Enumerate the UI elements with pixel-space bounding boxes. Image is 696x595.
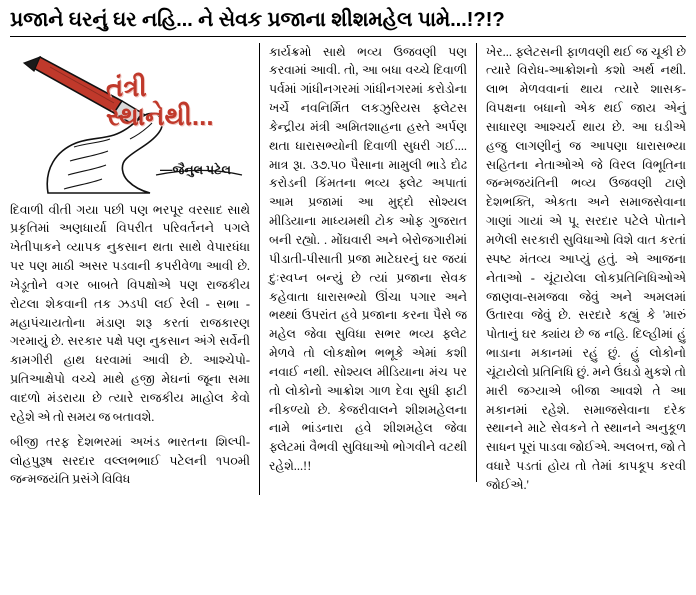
paragraph: બીજી તરફ દેશભરમાં અખંડ ભારતના શિલ્પી-લોહપુરૂષ સરદાર વલ્લભભાઈ પટેલની ૧૫૦મી જન્મજયંતિ પ્રસંગે વિવિધ — [10, 434, 250, 487]
paragraph: કાર્યક્રમો સાથે ભવ્ય ઉજવણી પણ કરવામાં આવી. તો, આ બધા વચ્ચે દિવાળી પર્વમાં ગાંધીનગરમાં ગાંધીનગરમાં કરોડોના ખર્ચે નવનિર્મિત લકઝુરિયસ ફ્લેટસ કેન્દ્રીય મંત્રી અમિતશાહના હસ્તે અર્પણ થતા ધારાસભ્યોની દિવાળી સુધરી ગઈ.... માત્ર રૂા. ૩૭.૫૦ પૈસાના મામુલી ભાડે દોઢ કરોડની કિંમતના ભવ્ય ફ્લેટ અપાતાં આમ પ્રજામાં આ મુદ્દો સોશ્યલ મીડિયાના માધ્યમથી ટોક ઓફ ગુજરાત બની રહ્યો. . મોંઘવારી અને બેરોજગારીમાં પીડાતી-પીસાતી પ્રજા માટેઘરનું ઘર જયાં દુઃસ્વપ્ન બન્યું છે ત્યાં પ્રજાના સેવક કહેવાતા ધારાસભ્યો ઊંચા પગાર અને ભથ્થાં ઉપરાંત હવે પ્રજાના કરના પૈસે જ મહેલ જેવા સુવિધા સભર ભવ્ય ફ્લેટ મેળવે તો લોકક્ષોભ ભભૂકે એમાં કશી નવાઈ નથી. સોશ્યલ મીડિયાના મંચ પર તો લોકોનો આક્રોશ ગાળ દેવા સુધી ફાટી નીકળ્યો છે. કેજરીવાલને શીશમહેલના નામે ભાંડનારા હવે શીશમહેલ જેવા ફ્લેટમાં વૈભવી સુવિધાઓ ભોગવીને વટથી રહેશે...!! — [269, 44, 468, 474]
logo-title — [106, 73, 214, 131]
column-2 — [260, 43, 477, 482]
column-1 — [10, 43, 260, 496]
page-title: પ્રજાને ઘરનું ઘર નહિ... ને સેવક પ્રજાના શીશમહેલ પામે...!?!? — [10, 8, 505, 31]
header-divider — [10, 36, 686, 37]
editorial-logo — [10, 43, 250, 195]
logo-byline: —જૈનુલ પટેલ — [160, 162, 231, 177]
logo-title-line1: તંત્રી — [106, 71, 147, 102]
article-columns — [10, 43, 686, 583]
paragraph: ખેર... ફ્લેટસની ફાળવણી થઈ જ ચૂકી છે ત્યારે વિરોધ-આક્રોશનો કશો અર્થ નથી. લાભ મેળવવાનાં થાય ત્યારે શાસક-વિપક્ષના બધાનો એક થઈ જાય એનું સાધારણ આશ્ચર્ય થાય છે. આ ઘડીએ હજુ લાગણીનું જ આપણા ધારાસભ્યા સહિતના નેતાઓએ જે વિરલ વિભૂતિના જન્મજયંતિની ભવ્ય ઉજવણી ટાણે દેશભક્તિ, એકતા અને સમાજસેવાના ગાણાં ગાયાં એ પૂ. સરદાર પટેલે પોતાને મળેલી સરકારી સુવિધાઓ વિશે વાત કરતાં સ્પષ્ટ મંતવ્ય આપ્યું હતું. એ આજના નેતાઓ - ચૂંટાયેલા લોકપ્રતિનિધિઓએ જાણવા-સમજવા જેવું અને અમલમાં ઉતારવા જેવું છે. સરદારે કહ્યું કે 'મારું પોતાનું ઘર ક્યાંય છે જ નહિ. દિલ્હીમાં હું ભાડાના મકાનમાં રહું છું. હું લોકોનો ચૂંટાયેલો પ્રતિનિધિ છું. મને ઉંઘડો મુકશે તો મારી જગ્યાએ બીજા આવશે તે આ મકાનમાં રહેશે. સમાજસેવાના દરેક સ્થાનને માટે સેવકને તે સ્થાનને અનુકૂળ સાધન પૂરાં પાડવા જોઈએ. અલબત્ત, જો તે વધારે પડતાં હોય તો તેમાં કાપકૂપ કરવી જોઈએ.' — [486, 44, 687, 492]
column-3 — [477, 43, 686, 501]
logo-title-line2: સ્થાનેથી... — [106, 100, 214, 131]
paragraph: દિવાળી વીતી ગયા પછી પણ ભરપૂર વરસાદ સાથે પ્રકૃતિમાં અણધાર્યા વિપરીત પરિવર્તનને પગલે ખેતીપાકને વ્યાપક નુકસાન થતા સાથે વેપારધંધા પર પણ માઠી અસર પડવાની કપરીવેળા આવી છે. ખેડૂતોને વગર બાબતે વિપક્ષોએ પણ રાજકીય રોટલા શેકવાની તક ઝડપી લઈ રેલી - સભા - મહાપંચાયતોના મંડાણ શરૂ કરતાં રાજકારણ ગરમાયું છે. સરકાર પક્ષે પણ નુકસાન અંગે સર્વેની કામગીરી હાથ ધરવામાં આવી છે. આશ્ચેપો-પ્રતિઆક્ષેપો વચ્ચે માથે હજી મેઘનાં જૂના સમા વાદળો મંડરાયા છે ત્યારે રાજકીય માહોલ કેવો રહેશે એ તો સમય જ બતાવશે. — [10, 202, 250, 424]
